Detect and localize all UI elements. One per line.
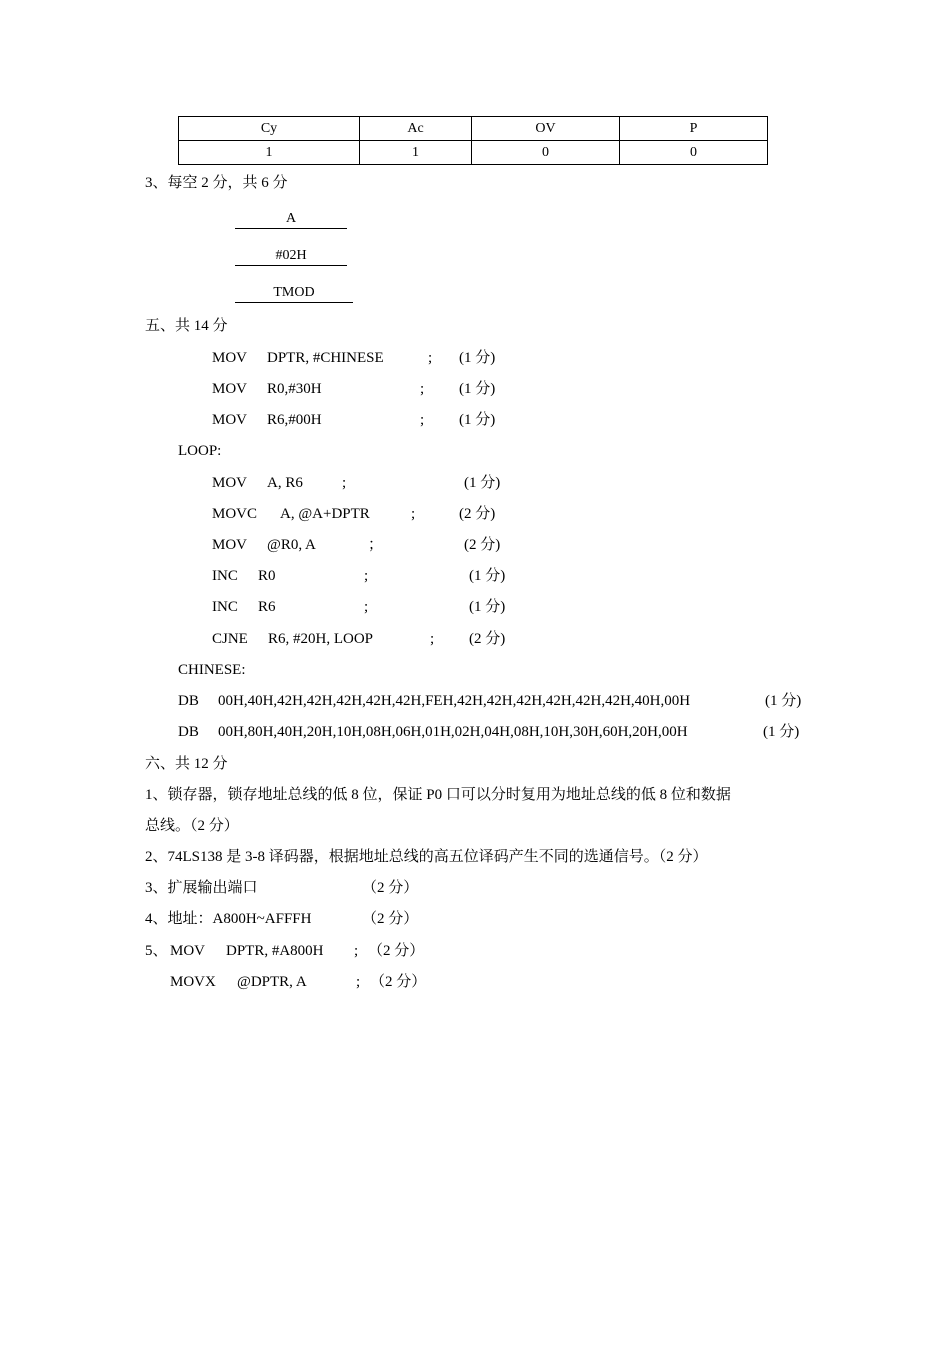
q3-answer-2: #02H [235,247,347,266]
code-args: R6,#00H [267,412,322,428]
loop-label: LOOP: [178,443,222,459]
code-sep: ; [364,599,369,615]
code-score: (1 分) [469,599,506,615]
flag-value-p: 0 [620,141,768,165]
code-args: R0,#30H [267,381,322,397]
flag-header-p: P [620,117,768,141]
q3-answer-1: A [235,210,347,229]
q3-heading: 3、每空 2 分，共 6 分 [145,175,288,191]
code-args: R0 [258,568,276,584]
section5-heading: 五、共 14 分 [145,318,228,334]
code-sep: ; [411,506,416,522]
answer-1-line-2: 总线。（2 分） [145,818,239,834]
code-score: (2 分) [464,537,501,553]
code-op: MOVX [170,974,216,990]
code-score: (1 分) [464,475,501,491]
flag-header-ov: OV [472,117,620,141]
code-score: (1 分) [459,381,496,397]
code-sep: ; [420,412,425,428]
db-args: 00H,40H,42H,42H,42H,42H,42H,FEH,42H,42H,42H,42H,42H,42H,40H,00H [218,693,691,709]
code-args: A, @A+DPTR [280,506,370,522]
code-op: MOV [212,537,248,553]
code-score: （2 分） [370,974,427,990]
db-score: (1 分) [765,693,802,709]
code-op: MOV [212,412,248,428]
chinese-label: CHINESE: [178,662,246,678]
code-args: @R0, A [267,537,316,553]
section6-heading: 六、共 12 分 [145,756,228,772]
code-score: (2 分) [469,631,506,647]
answer-3-score: （2 分） [362,880,419,896]
code-score: (1 分) [469,568,506,584]
code-score: (1 分) [459,350,496,366]
code-sep: ; [364,568,369,584]
code-sep: ; [430,631,435,647]
code-score: (1 分) [459,412,496,428]
answer-4: 4、地址：A800H~AFFFH [145,911,312,927]
answer-3: 3、扩展输出端口 [145,880,258,896]
code-op: MOVC [212,506,258,522]
code-op: INC [212,599,238,615]
code-args: DPTR, #A800H [226,943,324,959]
flag-table [178,116,768,165]
q3-answer-3: TMOD [235,284,353,303]
code-args: @DPTR, A [237,974,307,990]
code-args: DPTR, #CHINESE [267,350,384,366]
code-op: MOV [212,475,248,491]
code-args: R6, #20H, LOOP [268,631,374,647]
code-args: A, R6 [267,475,303,491]
flag-header-ac: Ac [360,117,472,141]
code-sep: ; [342,475,347,491]
code-args: R6 [258,599,276,615]
code-op: MOV [212,350,248,366]
code-op: MOV [170,943,206,959]
answer-5-prefix: 5、 [145,943,168,959]
db-op: DB [178,724,199,740]
code-score: (2 分) [459,506,496,522]
flag-header-cy: Cy [179,117,360,141]
code-sep: ; [428,350,433,366]
answer-1-line-1: 1、锁存器，锁存地址总线的低 8 位，保证 P0 口可以分时复用为地址总线的低 8 位和数据 [145,787,731,803]
code-score: （2 分） [368,943,425,959]
code-op: MOV [212,381,248,397]
code-sep: ; [354,943,359,959]
db-score: (1 分) [763,724,800,740]
flag-table-value-row [179,141,768,165]
db-op: DB [178,693,199,709]
code-sep: ; [356,974,361,990]
answer-2: 2、74LS138 是 3-8 译码器，根据地址总线的高五位译码产生不同的选通信号。（2 分） [145,849,708,865]
answer-4-score: （2 分） [362,911,419,927]
code-sep: ; [420,381,425,397]
flag-value-ac: 1 [360,141,472,165]
flag-value-cy: 1 [179,141,360,165]
code-sep: ； [368,537,384,553]
db-args: 00H,80H,40H,20H,10H,08H,06H,01H,02H,04H,08H,10H,30H,60H,20H,00H [218,724,688,740]
code-op: INC [212,568,238,584]
flag-value-ov: 0 [472,141,620,165]
flag-table-header-row [179,117,768,141]
code-op: CJNE [212,631,248,647]
